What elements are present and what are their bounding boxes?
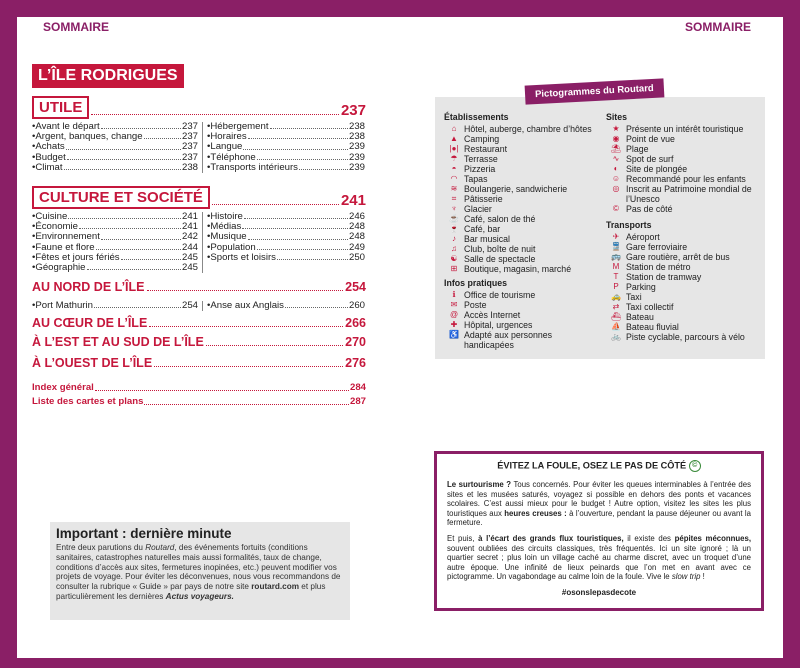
legend-row [444,224,604,234]
toc-item[interactable]: • Faune et flore 244 [32,241,198,253]
legend-icon: ◠ [450,174,458,183]
legend-icon: ♆ [451,204,457,213]
legend-row [606,282,766,292]
legend-label: Station de métro [626,262,691,272]
legend-icon: ◓ [451,164,457,173]
legend-row [444,330,604,350]
legend-icon: ⌂ [451,124,457,133]
left-border [0,0,17,668]
legend-row [444,184,604,194]
legend-label: Parking [626,282,656,292]
legend-label: Bateau [626,312,654,322]
legend-row [444,310,604,320]
toc-nord[interactable]: AU NORD DE L’ÎLE 254 [32,280,366,294]
tip-hashtag: #osonslepasdecote [561,587,637,597]
legend-icon: ☂ [450,154,458,163]
toc-item[interactable]: • Port Mathurin 254 [32,300,198,311]
legend-label: Gare ferroviaire [626,242,688,252]
legend-row [444,194,604,204]
legend-icon: ⛴ [610,312,622,321]
legend-label: Adapté aux personnes handicapées [464,330,553,350]
legend-icon: 🚆 [611,242,621,251]
toc-item[interactable]: • Climat 238 [32,161,198,173]
legend-icon: ♫ [451,244,457,253]
legend-icon: ℹ [452,290,456,299]
legend-icon: ⌗ [451,194,457,203]
legend-icon: © [613,204,619,213]
toc-item[interactable]: • Horaires 238 [207,131,365,143]
legend-icon: 🚲 [611,332,621,341]
legend-row [606,312,766,322]
section-culture [32,186,366,273]
section-utile [32,96,366,173]
legend-icon: ◎ [612,184,620,193]
legend-icon: ≋ [450,184,458,193]
legend-icon: ✚ [450,320,458,329]
legend-icon: ★ [612,124,620,133]
toc-cartes[interactable]: Liste des cartes et plans 287 [32,396,366,407]
legend-icon: ♿ [449,330,459,339]
legend-row [444,164,604,174]
legend-icon: ✉ [450,300,458,309]
legend-label: Site de plongée [626,164,688,174]
legend-row [444,124,604,134]
legend-label: Aéroport [626,232,660,242]
legend-row [606,174,766,184]
legend-label: Camping [464,134,500,144]
legend-label: Café, bar [464,224,501,234]
legend-label: Tapas [464,174,488,184]
toc-item[interactable]: • Argent, banques, change 237 [32,131,198,143]
legend-label: Boulangerie, sandwicherie [464,184,568,194]
legend-row [606,124,766,134]
legend-row [444,204,604,214]
legend-label: Présente un intérêt touristique [626,124,744,134]
left-page-number: 4 [23,20,31,34]
legend-row [444,254,604,264]
toc-item[interactable]: • Hébergement 238 [207,121,365,132]
legend-row [444,234,604,244]
legend-row [606,252,766,262]
legend-row [444,144,604,154]
legend-row [444,244,604,254]
legend-label: Hôpital, urgences [464,320,533,330]
legend-label: Office de tourisme [464,290,536,300]
legend-icon: P [613,282,619,291]
transports-heading: Transports [606,220,652,230]
tip-paragraph-2: Et puis, à l’écart des grands flux touristiques, il existe des pépites méconnues, souvent oubliées des circuits classiques, très fréquentés. Ici un site ignoré ; là un quartier secret ; plus loin un village caché au charme discret, avec un troquet d’une autre époque. Une infinité de lieux peinards que l’on met en avant avec ce pictogramme. Un vagabondage au calme loin de la foule. Vive le slow trip ! [447,533,752,582]
legend-row [606,134,766,144]
legend-row [606,164,766,174]
left-page-title: SOMMAIRE [43,20,109,34]
legend-label: Taxi collectif [626,302,674,312]
section-utile-page: 237 [340,102,366,119]
overtourism-tip-box [434,451,764,611]
legend-row [606,184,766,204]
legend-label: Accès Internet [464,310,521,320]
legend-row [606,272,766,282]
legend-row [606,204,766,214]
toc-item[interactable]: • Population 249 [207,241,365,253]
toc-item[interactable]: • Transports intérieurs 239 [207,161,365,173]
toc-item[interactable]: • Géographie 245 [32,262,198,274]
legend-row [606,262,766,272]
legend-row [606,154,766,164]
legend-row [606,332,766,342]
legend-row [606,232,766,242]
legend-label: Club, boîte de nuit [464,244,536,254]
legend-icon: @ [449,310,459,319]
legend-label: Bateau fluvial [626,322,679,332]
legend-icon: ♪ [452,234,456,243]
toc-item[interactable]: • Avant le départ 237 [32,121,198,132]
section-culture-page: 241 [340,192,366,209]
toc-item[interactable]: • Musique 248 [207,231,365,243]
legend-icon: 🍷 [449,224,459,233]
legend-icon: ∿ [612,154,620,163]
right-border [783,0,800,668]
legend-label: Hôtel, auberge, chambre d’hôtes [464,124,592,134]
legend-label: Poste [464,300,487,310]
legend-label: Café, salon de thé [464,214,536,224]
legend-label: Taxi [626,292,642,302]
legend-label: Glacier [464,204,492,214]
important-notice [50,522,350,620]
legend-row [444,134,604,144]
legend-icon: ☺ [611,174,621,183]
legend-label: Gare routière, arrêt de bus [626,252,730,262]
legend-row [444,154,604,164]
toc-item[interactable]: • Achats 237 [32,141,198,153]
toc-item[interactable]: • Environnement 242 [32,231,198,243]
right-page-header [685,17,783,37]
infos-heading: Infos pratiques [444,278,508,288]
legend-row [444,300,604,310]
legend-label: Recommandé pour les enfants [626,174,746,184]
toc-item[interactable]: • Économie 241 [32,221,198,233]
tip-title: ÉVITEZ LA FOULE, OSEZ LE PAS DE CÔTÉ © [447,460,751,472]
legend-label: Salle de spectacle [464,254,536,264]
important-text: Entre deux parutions du Routard, des événements fortuits (conditions sanitaires, catastrophes naturelles mais aussi formalités, taux de change, conditions d’accès aux sites, fermetures inopinées, etc.) peuvent modifier vos projets de voyage. Pour éviter les déconvenues, nous vous recommandons de consulter la rubrique « Guide » par pays de notre site routard.com et plus particulièrement les dernières Actus voyageurs. [56,543,341,601]
section-utile-title[interactable]: UTILE [32,96,89,119]
legend-label: Pizzeria [464,164,496,174]
legend-label: Piste cyclable, parcours à vélo [626,332,745,342]
toc-item[interactable]: • Cuisine 241 [32,211,198,222]
toc-coeur[interactable]: AU CŒUR DE L’ÎLE 266 [32,316,366,330]
sites-heading: Sites [606,112,628,122]
pas-de-cote-icon: © [689,460,701,472]
legend-label: Bar musical [464,234,510,244]
left-page-header [17,17,109,37]
legend-label: Boutique, magasin, marché [464,264,572,274]
legend-icon: ☯ [450,254,458,263]
legend-label: Inscrit au Patrimoine mondial de l’Unesco [626,184,752,204]
legend-label: Pâtisserie [464,194,503,204]
legend-icon: ☕ [449,214,459,223]
etablissements-heading: Établissements [444,112,509,122]
legend-label: Point de vue [626,134,675,144]
toc-item[interactable]: • Téléphone 239 [207,151,365,163]
top-border [0,0,800,17]
pictogram-legend-tag: Pictogrammes du Routard [525,78,665,104]
picto-col-right [606,112,766,342]
picto-col-left [444,112,604,350]
toc-item[interactable]: • Histoire 246 [207,211,365,222]
legend-row [444,320,604,330]
toc-item[interactable]: • Anse aux Anglais 260 [207,300,365,311]
legend-row [606,292,766,302]
section-culture-title[interactable]: CULTURE ET SOCIÉTÉ [32,186,210,209]
toc-index[interactable]: Index général 284 [32,382,366,393]
legend-row [444,214,604,224]
legend-icon: ◐ [613,164,619,173]
legend-icon: ▲ [450,134,458,143]
bottom-border [0,658,800,668]
section-nord-items [32,298,366,311]
legend-label: Restaurant [464,144,508,154]
legend-row [444,290,604,300]
legend-icon: 🚕 [611,292,621,301]
legend-icon: ✈ [612,232,620,241]
legend-label: Terrasse [464,154,498,164]
page-title: L’ÎLE RODRIGUES [32,64,184,88]
routard-link[interactable]: routard.com [251,582,300,592]
legend-icon: 🚌 [611,252,621,261]
important-title: Important : dernière minute [56,526,232,541]
legend-icon: ⇄ [612,302,620,311]
legend-label: Spot de surf [626,154,674,164]
legend-icon: ⛱ [610,144,622,153]
legend-icon: ⊞ [450,264,458,273]
toc-item[interactable]: • Budget 237 [32,151,198,163]
tip-paragraph-1: Le surtourisme ? Tous concernés. Pour éviter les queues interminables à l’entrée des sites et les musées saturés, voyagez si possible en dehors des ponts et vacances scolaires. C’est aussi mieux pour le budget ! Autre option, visitez les sites les plus touristiques aux heures creuses : à l’ouverture, pendant la pause déjeuner ou avant la fermeture. [447,480,752,528]
legend-row [606,242,766,252]
right-page-number: 5 [768,20,776,34]
legend-row [606,302,766,312]
legend-icon: M [612,262,620,271]
toc-item[interactable]: • Médias 248 [207,221,365,233]
legend-row [606,144,766,154]
toc-item[interactable]: • Sports et loisirs 250 [207,251,365,263]
legend-icon: |●| [449,144,459,153]
toc-item[interactable]: • Langue 239 [207,141,365,153]
toc-est-sud[interactable]: À L’EST ET AU SUD DE L’ÎLE 270 [32,335,366,349]
legend-icon: ⛵ [611,322,621,331]
legend-label: Plage [626,144,649,154]
toc-item[interactable]: • Fêtes et jours fériés 245 [32,251,198,263]
legend-row [444,174,604,184]
legend-row [606,322,766,332]
legend-icon: ◉ [612,134,620,143]
legend-icon: T [613,272,619,281]
legend-label: Pas de côté [626,204,673,214]
right-page-title: SOMMAIRE [685,20,751,34]
legend-label: Station de tramway [626,272,702,282]
toc-ouest[interactable]: À L’OUEST DE L’ÎLE 276 [32,356,366,370]
legend-row [444,264,604,274]
